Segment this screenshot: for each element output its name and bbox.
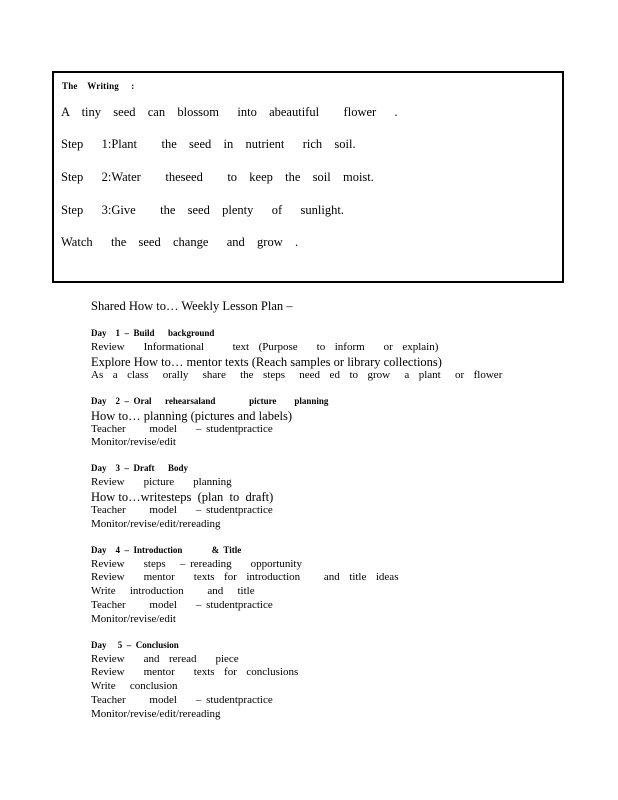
plan-line: Monitor/revise/edit/rereading <box>91 517 221 530</box>
writing-line: Step 2:Water theseed to keep the soil moist. <box>61 170 374 184</box>
plan-line: Write conclusion <box>91 680 178 693</box>
day-heading: Day 4 – Introduction & Title <box>91 544 242 555</box>
plan-line: As a class orally share the steps need ed to grow a plant or flower <box>91 368 503 381</box>
plan-title: Shared How to… Weekly Lesson Plan – <box>91 299 293 313</box>
writing-line: Step 1:Plant the seed in nutrient rich soil. <box>61 137 356 151</box>
writing-title: The Writing : <box>62 81 135 91</box>
plan-line: Teacher model – studentpractice <box>91 693 273 706</box>
day-heading: Day 3 – Draft Body <box>91 463 188 474</box>
plan-line: Review mentor texts for introduction and title ideas <box>91 571 399 584</box>
lesson-plan <box>91 299 571 735</box>
day-5-section <box>91 640 571 722</box>
day-3-section <box>91 463 571 531</box>
day-2-section <box>91 396 571 451</box>
writing-line: Watch the seed change and grow . <box>61 235 299 249</box>
day-heading: Day 2 – Oral rehearsaland picture planning <box>91 395 329 406</box>
plan-line: How to… planning (pictures and labels) <box>91 408 292 423</box>
plan-line: Teacher model – studentpractice <box>91 422 273 435</box>
day-4-section <box>91 545 571 627</box>
plan-line: Teacher model – studentpractice <box>91 503 273 516</box>
plan-line: Teacher model – studentpractice <box>91 598 273 611</box>
plan-line: Explore How to… mentor texts (Reach samples or library collections) <box>91 354 442 369</box>
day-1-section <box>91 328 571 383</box>
plan-line: Review and reread piece <box>91 652 239 665</box>
plan-line: Write introduction and title <box>91 585 255 598</box>
plan-line: Review steps – rereading opportunity <box>91 557 302 570</box>
plan-line: Monitor/revise/edit/rereading <box>91 707 221 720</box>
plan-line: Review mentor texts for conclusions <box>91 666 299 679</box>
day-heading: Day 1 – Build background <box>91 328 215 338</box>
writing-line: Step 3:Give the seed plenty of sunlight. <box>61 203 344 217</box>
writing-box <box>52 71 564 283</box>
plan-line: Monitor/revise/edit <box>91 612 176 625</box>
day-heading: Day 5 – Conclusion <box>91 639 179 650</box>
plan-line: Review Informational text (Purpose to inform or explain) <box>91 341 439 353</box>
writing-line: A tiny seed can blossom into abeautiful flower . <box>61 105 398 119</box>
plan-line: Review picture planning <box>91 476 232 489</box>
plan-line: Monitor/revise/edit <box>91 436 176 449</box>
plan-line: How to…writesteps (plan to draft) <box>91 489 274 504</box>
